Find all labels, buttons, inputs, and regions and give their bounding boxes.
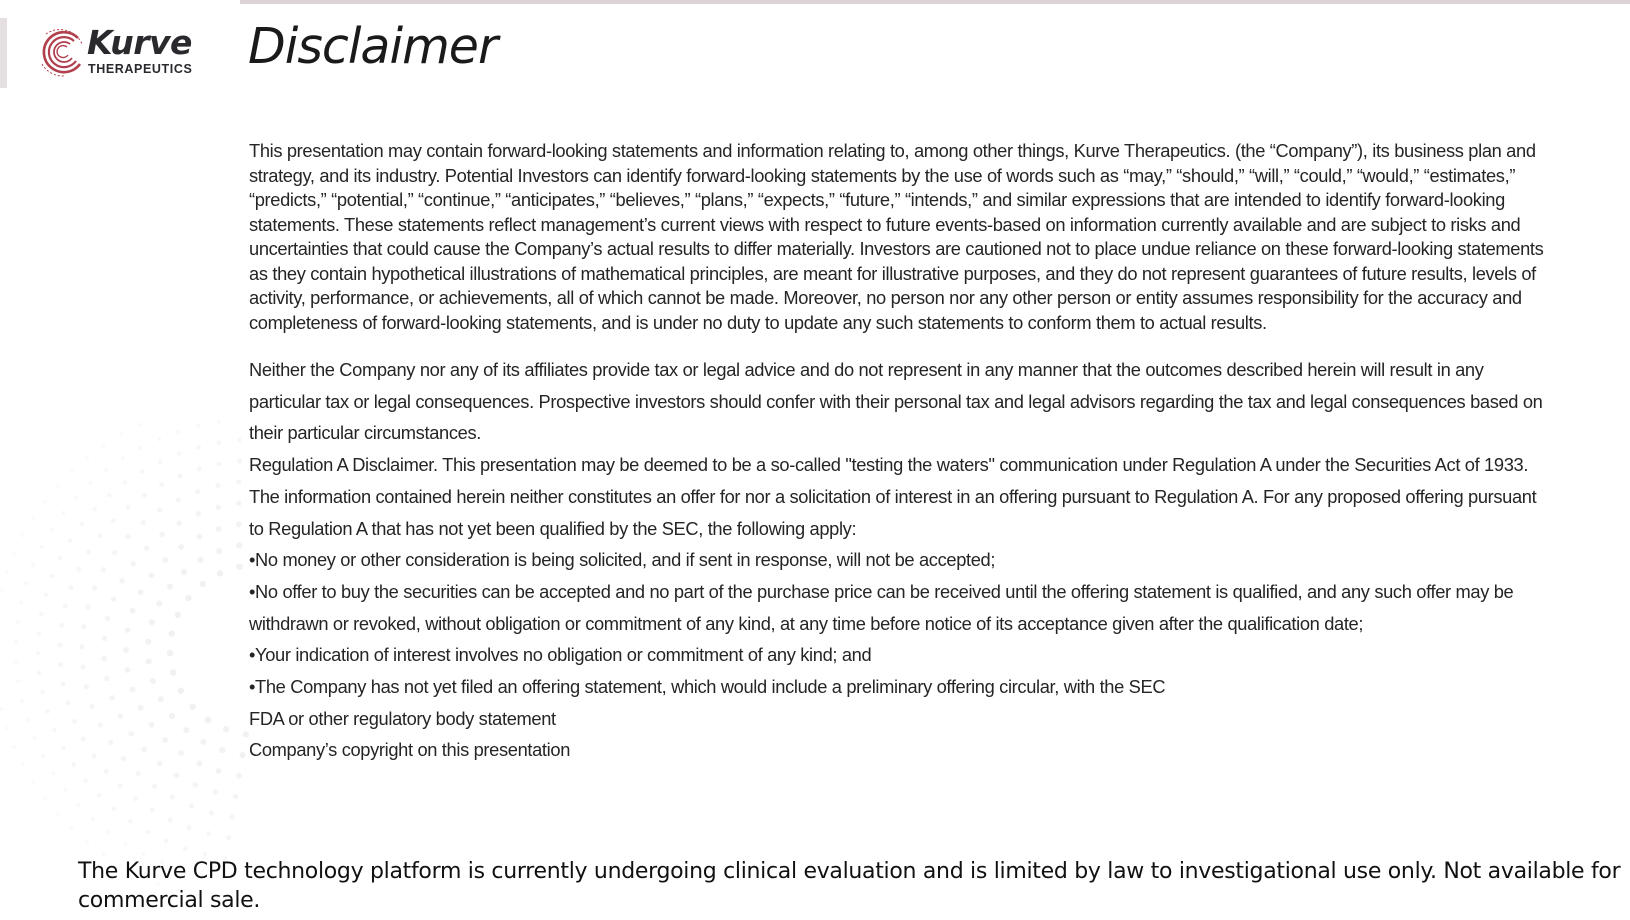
regulation-section: [249, 449, 1549, 766]
logo-wordmark: Kurve: [87, 23, 192, 62]
concentric-arcs-logo-icon: [34, 24, 90, 80]
decorative-dot-pattern: [0, 420, 280, 920]
list-item: •The Company has not yet filed an offering statement, which would include a preliminary offering circular, with the SEC: [249, 676, 1166, 698]
list-item: •No money or other consideration is being solicited, and if sent in response, will not be accepted;: [249, 549, 996, 571]
page-title: Disclaimer: [248, 18, 498, 75]
left-accent-bar: [0, 18, 7, 88]
tax-legal-paragraph: Neither the Company nor any of its affiliates provide tax or legal advice and do not represent in any manner that the outcomes described herein will result in any particular tax or legal consequences. Prospective investors should confer with their personal tax and legal advisors regarding the tax and legal consequences based on their particular circumstances.: [249, 359, 1543, 444]
investigational-use-notice: The Kurve CPD technology platform is currently undergoing clinical evaluation and is limited by law to investigational use only. Not available for commercial sale.: [78, 859, 1621, 913]
disclaimer-body: [249, 139, 1549, 766]
company-logo: [34, 24, 204, 84]
logo-subtitle: THERAPEUTICS: [88, 62, 193, 76]
list-item: •Your indication of interest involves no obligation or commitment of any kind; and: [249, 644, 872, 666]
top-accent-rule: [240, 0, 1630, 4]
forward-looking-paragraph: This presentation may contain forward-looking statements and information relating to, among other things, Kurve Therapeutics. (the “Company”), its business plan and strategy, and its industry. Potential Investors can identify forward-looking statements by the use of words such as “may,” “should,” “will,” “could,” “would,” “estimates,” “predicts,” “potential,” “continue,” “anticipates,” “believes,” “plans,” “expects,” “future,” “intends,” and similar expressions that are intended to identify forward-looking statements. These statements reflect management’s current views with respect to future events-based on information currently available and are subject to risks and uncertainties that could cause the Company’s actual results to differ materially. Investors are cautioned not to place undue reliance on these forward-looking statements as they contain hypothetical illustrations of mathematical principles, are meant for illustrative purposes, and they do not represent guarantees of future results, levels of activity, performance, or achievements, all of which cannot be made. Moreover, no person nor any other person or entity assumes responsibility for the accuracy and completeness of forward-looking statements, and is under no duty to update any such statements to conform them to actual results.: [249, 140, 1544, 333]
list-item: •No offer to buy the securities can be accepted and no part of the purchase price can be received until the offering statement is qualified, and any such offer may be withdrawn or revoked, without obligation or commitment of any kind, at any time before notice of its acceptance given after the qualification date;: [249, 580, 1514, 634]
regulation-paragraph: Regulation A Disclaimer. This presentation may be deemed to be a so-called "testing the waters" communication under Regulation A under the Securities Act of 1933. The information contained herein neither constitutes an offer for nor a solicitation of interest in an offering pursuant to Regulation A. For any proposed offering pursuant to Regulation A that has not yet been qualified by the SEC, the following apply:: [249, 454, 1537, 539]
fda-statement-line: FDA or other regulatory body statement: [249, 707, 556, 729]
copyright-line: Company’s copyright on this presentation: [249, 739, 571, 761]
